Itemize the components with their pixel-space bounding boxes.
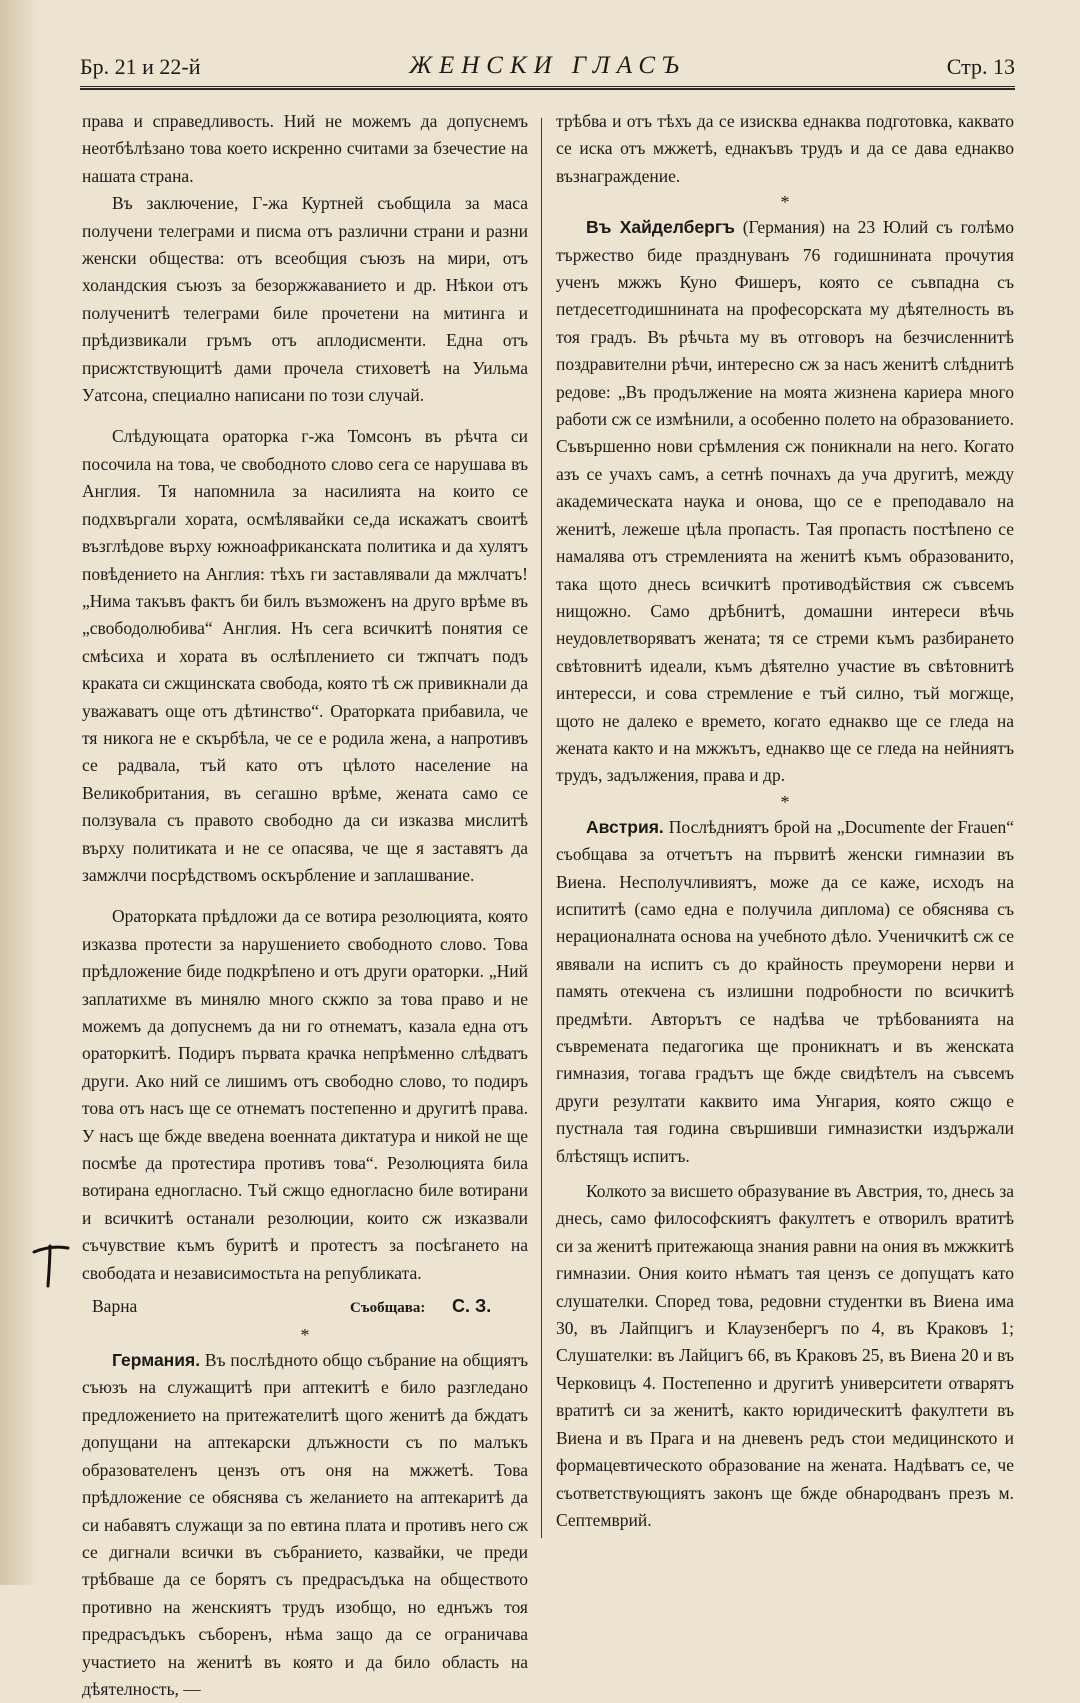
paragraph: Слѣдующата ораторка г-жа Томсонъ въ рѣчта си посочила на това, че свободното слово сега се нарушава въ Англия. Тя напомнила за насилията на които се подхвъргали хората, осмѣлявайки се,да искажатъ своитѣ възглѣдове върху южноафриканската политика и да хулятъ повѣдението на Англия: тѣхъ ги заставлявали да мжлчатъ! „Нима такъвъ фактъ би билъ възможенъ на друго врѣме въ „свободолюбива“ Англия. Нъ сега всичкитѣ понятия се смѣсиха и хората въ ослѣплението си тжпчатъ подъ краката си сжщинската свобода, която тѣ сж привикнали да уважаватъ още отъ дѣтинство“. Ораторката прибавила, че тя никога не е скърбѣла, че се е родила жена, а напротивъ се радвала, тъй като отъ цѣлото население на Великобритания, въ сегашно врѣме, жената само се ползувала съ правото свободно да си изказва мислитѣ върху политиката и не се опасява, че ще я заставятъ да замжлчи посрѣдствомъ оскърбление и заплашвание.	[82, 426, 528, 885]
page-edge-shadow	[0, 0, 40, 1585]
section-separator-star: *	[780, 791, 790, 812]
column-divider	[541, 118, 542, 1538]
page-header	[80, 50, 1015, 84]
austria-text: Послѣдниятъ брой на „Documente der Frauen“ съобщава за отчетътъ на първитѣ женски гимназии въ Виена. Несполучливиятъ, може да се каже, исходъ на испититѣ (само една е получила диплома) се обяснява съ нерационалната основа на учебното дѣло. Ученичкитѣ сж се явявали на испитъ съ до крайность преуморени нерви и память отекчена съ излишни подробности по всичкитѣ предмѣти. Авторътъ се надѣва че трѣбованията на съвремената педагогика ще проникнатъ и въ женската гимназия, тогава градътъ ще бжде свидѣтелъ на съвсемъ други резултати каквито има Унгария, която сжщо е пустнала тая година свършивши гимназистки издържали блѣстящъ испитъ.	[556, 816, 1015, 1166]
newspaper-title: ЖЕНСКИ ГЛАСЪ	[409, 52, 686, 79]
issue-number: Бр. 21 и 22-й	[80, 54, 201, 79]
germany-paragraph	[82, 1347, 528, 1703]
germany-text: Въ послѣдното общо събрание на общиятъ съюзъ на служащитѣ при аптекитѣ е било разгледано предложението на притежателитѣ щого женитѣ да бждатъ допущани на аптекарски длъжности съ по малъкъ образователенъ цензъ отъ оня на мжжетѣ. Това прѣдложение се обяснява съ желанието на аптекаритѣ да си набавятъ служащи за по евтина плата и противъ него сж се дигнали всички въ събранието, казвайки, че преди трѣбваше да се борятъ съ предрасъдъка на обществото противно на женскиятъ трудъ изобщо, но еднъжъ тоя предрасъдъкъ съборенъ, нѣма защо да се ограничава участието на женитѣ въ която и да било область на дѣятелность, —	[82, 1350, 529, 1699]
section-separator-star: *	[300, 1325, 310, 1346]
austria-lead: Австрия.	[586, 816, 664, 837]
header-rule	[80, 86, 1015, 90]
sign-initials: С. З.	[452, 1296, 492, 1317]
paragraph: Въ заключение, Г-жа Куртней съобщила за маса получени телеграми и писма отъ различни страни и разни женски общества: отъ всеобщия съюзъ на мири, отъ холандския съюзъ за безоржжаванието и др. Нѣкои отъ полученитѣ телеграми биле прочетени на митинга и прѣдизвикали гръмъ отъ аплодисменти. Една отъ присжтствующитѣ дами прочела стиховетѣ на Уильма Уатсона, специално написани по този случай.	[82, 193, 528, 406]
sign-by-label: Съобщава:	[350, 1300, 426, 1317]
paragraph: Колкото за висшето образувание въ Австрия, то, днесь за днесь, само философскиятъ факултетъ е отворилъ вратитѣ си за женитѣ притежающа знания равни на ония въ мжжкитѣ гимназии. Ония които нѣматъ тая цензъ се допущатъ като слушателки. Според това, редовни студентки въ Виена има 30, въ Лайпцигъ и Клаузенбергъ по 4, въ Краковъ 1; Слушателки: въ Лайцигъ 66, въ Краковъ 25, въ Виена 20 и въ Черковицъ 4. Постепенно и другитѣ университети отварятъ вратитѣ си за женитѣ, както юридическитѣ факултети въ Виена и въ Прага и на дневенъ редъ стои медицинското и формацевтическото образование на жената. Надѣватъ се, че съответствующиятъ законъ ще бжде обнародванъ презъ м. Септемврий.	[556, 1181, 1014, 1530]
austria-paragraph	[556, 814, 1014, 1170]
paragraph: права и справедливость. Ний не можемъ да допуснемъ неотбѣлѣзано това което искренно считами за бзечестие на нашата страна.	[82, 111, 528, 186]
signature-line	[82, 1293, 528, 1323]
heidelberg-paragraph	[556, 214, 1014, 790]
heidelberg-text: (Германия) на 23 Юлий съ голѣмо тържество биде празднуванъ 76 годишнината прочутия ученъ мжжъ Куно Фишеръ, която се съвпадна съ петдесетгодишнината на професорската му дѣятелность въ тоя градъ. Въ рѣчьта му въ отговоръ на безчисленнитѣ поздравителни рѣчи, интересно сж за насъ женитѣ слѣднитѣ редове: „Въ продължение на моята жизнена кариера много работи сж се измѣнили, а особенно полето на образованието. Съвършенно нови срѣмления сж поникнали на него. Когато азъ се учахъ самъ, а сетнѣ почнахъ да уча другитѣ, между академическата наука и онова, що се е преподавало на женитѣ, лежеше цѣла пропасть. Тая пропасть постѣпено се намалява отъ стремленията на женитѣ къмъ образованито, така щото днесь всичкитѣ противодѣйствия сж съвсемъ нищожно. Само дрѣбнитѣ, домашни интереси вѣчь неудовлетворяватъ жената; тя се стреми къмъ разбирането свѣтовнитѣ идеали, къмъ дѣятелно участие въ свѣтовнитѣ интересси, и сова стремление е тъй силно, тъй могжще, щото не далеко е времето, когато еднакво ще се гледа на жената както и на мжжътъ, еднакво ще се гледа на нейниятъ трудъ, задължения, права и др.	[556, 217, 1014, 786]
right-column	[556, 108, 1014, 1534]
heidelberg-lead: Въ Хайделбергъ	[586, 217, 735, 238]
handwritten-cross-mark	[30, 1238, 70, 1288]
left-column	[82, 108, 528, 1703]
paragraph: Ораторката прѣдложи да се вотира резолюцията, която изказва протести за нарушението свободното слово. Това прѣдложение биде подкрѣпено и отъ други ораторки. „Ний заплатихме въ минялю много скжпо за това право и не можемъ да допуснемъ да ни го отнематъ, казала една отъ ораторкитѣ. Подиръ първата крачка непрѣменно слѣдватъ други. Ако ний се лишимъ отъ свободно слово, то подиръ това отъ насъ ще се отнематъ постепенно и другитѣ права. У насъ ще бжде введена военната диктатура и никой не ще посмѣе да протестира противъ това“. Резолюцията била вотирана едногласно. Тъй сжщо едногласно биле вотирани и всичкитѣ останали резолюции, които сж изказвали съчувствие къмъ буритѣ и протестъ за посѣгането на свободата и независимостьта на републиката.	[82, 906, 528, 1283]
sign-place: Варна	[92, 1296, 138, 1317]
section-separator-star: *	[780, 192, 790, 213]
paragraph: трѣбва и отъ тѣхъ да се изисква еднаква подготовка, каквато се иска отъ мжжетѣ, еднакъвъ трудъ и да се дава еднакво възнаграждение.	[556, 111, 1014, 186]
page-number: Стр. 13	[946, 54, 1015, 79]
germany-lead: Германия.	[112, 1350, 201, 1371]
